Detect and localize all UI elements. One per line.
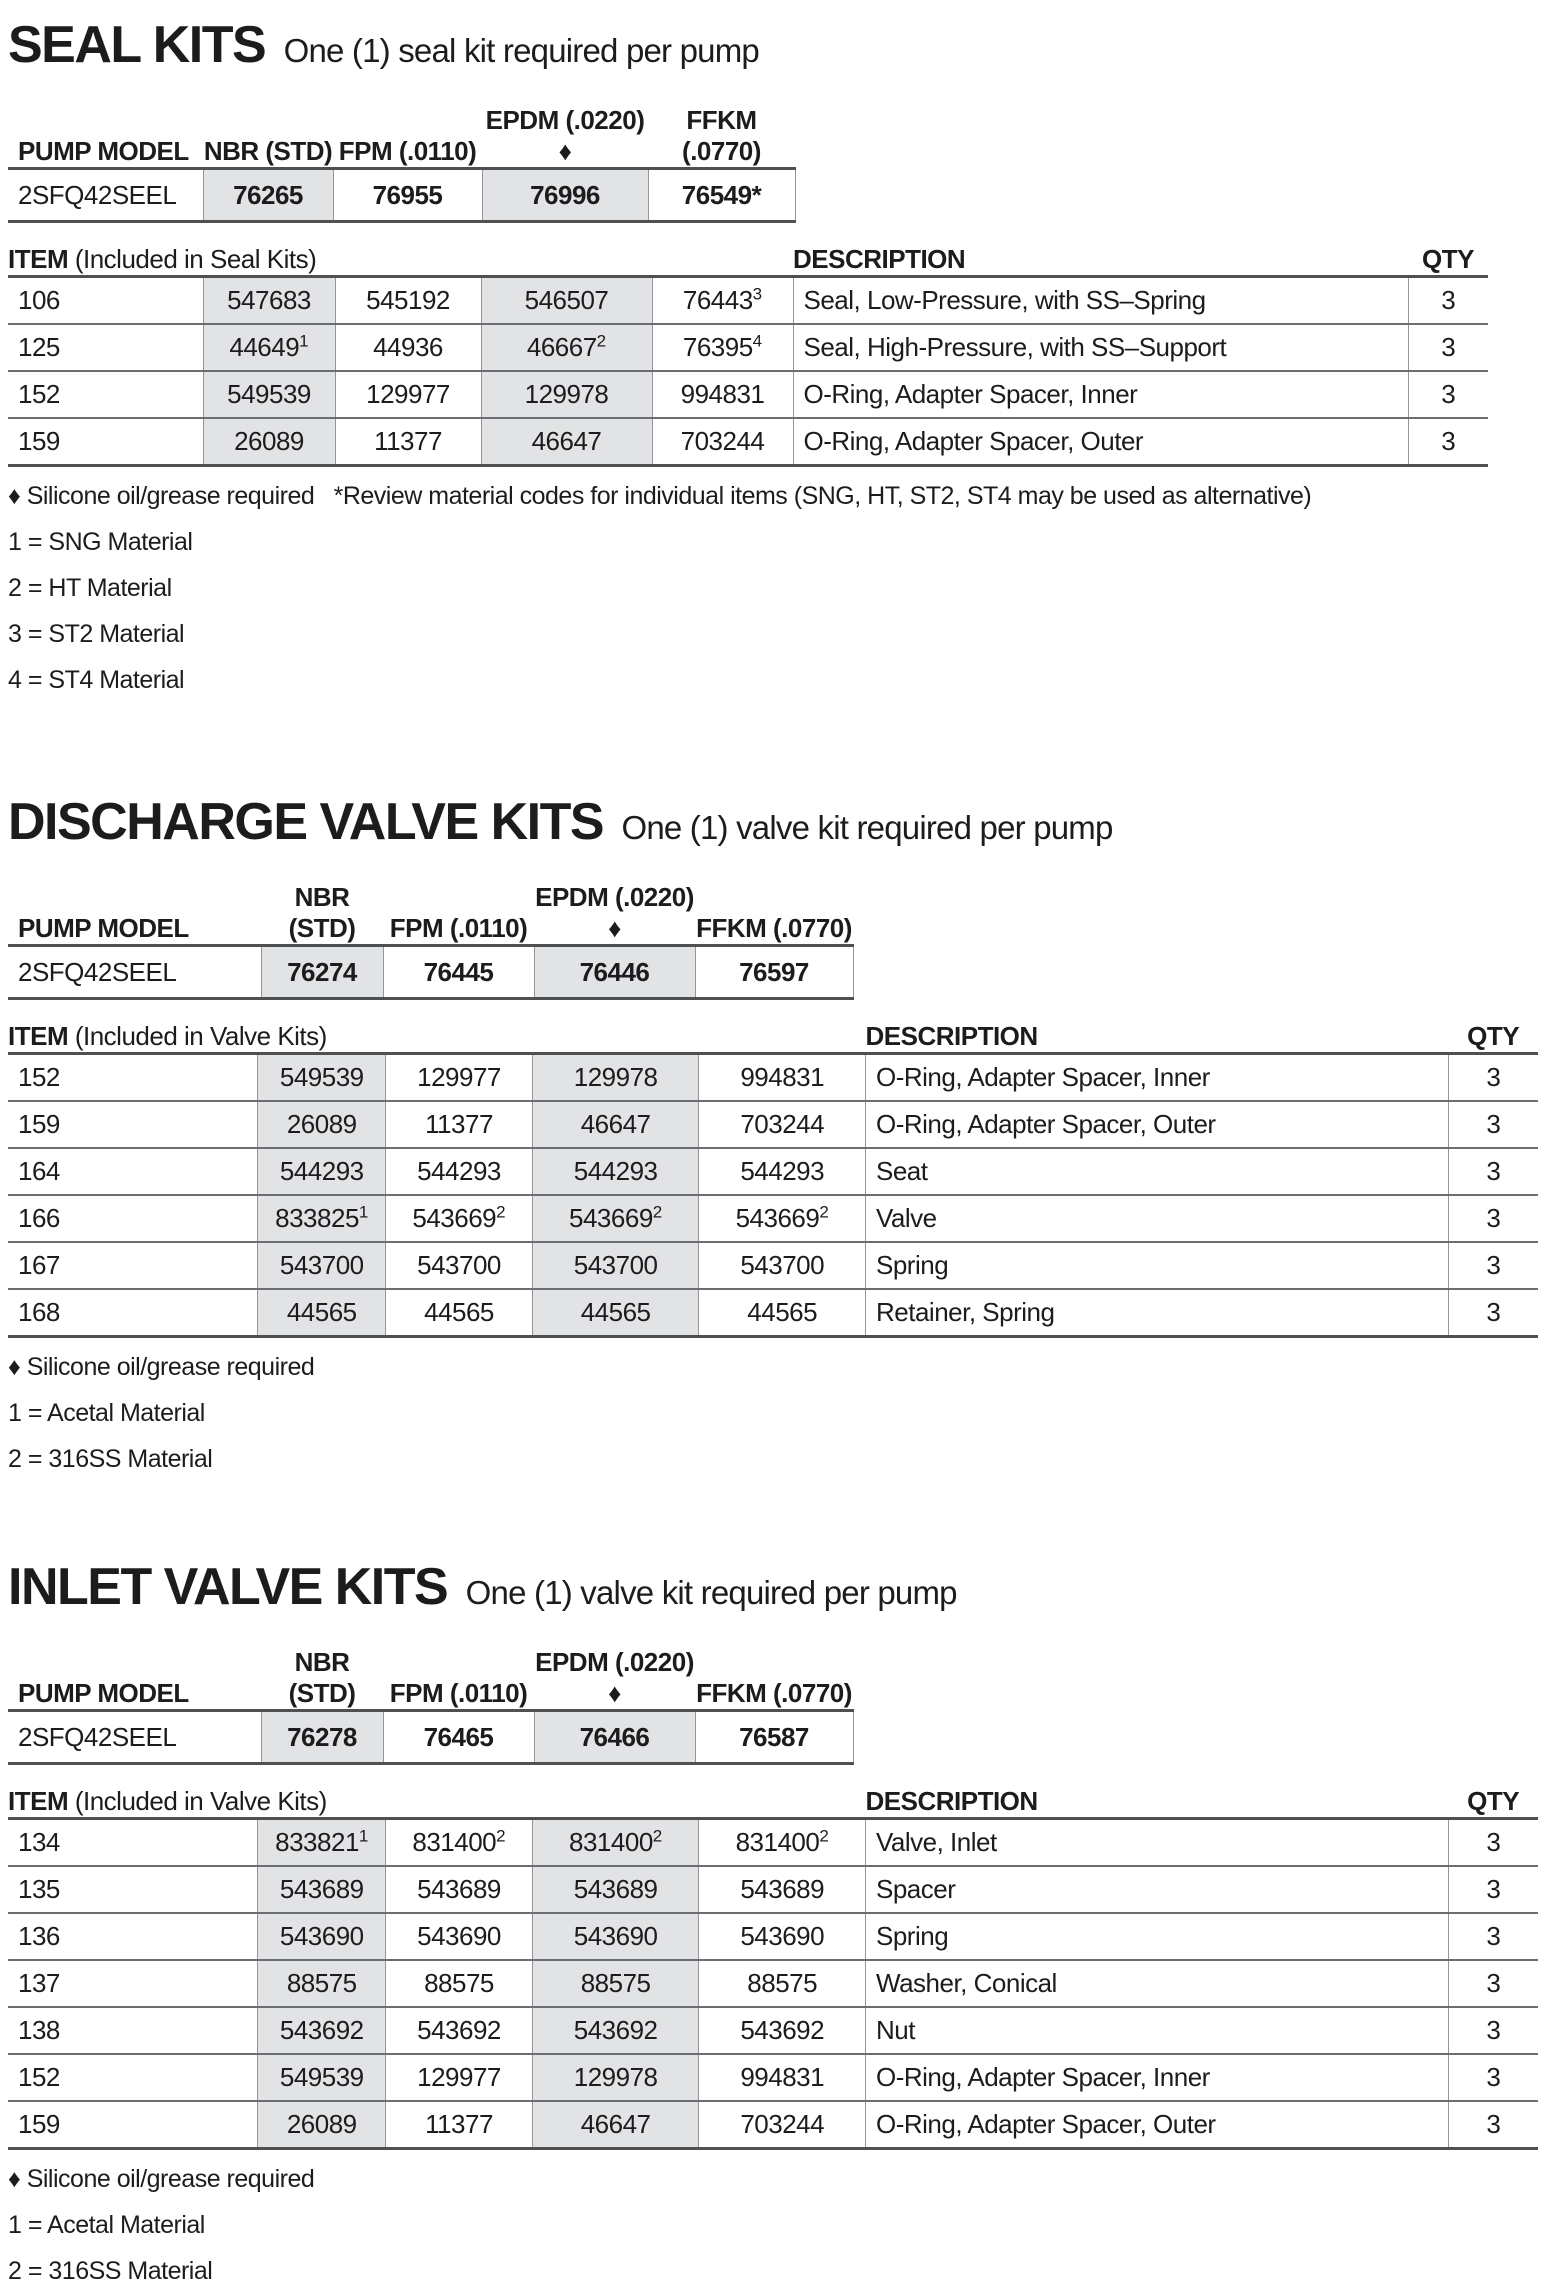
qty-cell: 3	[1448, 1866, 1538, 1913]
material-code-footnote: 1 = SNG Material	[8, 528, 193, 556]
item-row-138	[8, 2007, 1538, 2054]
ffkm-part-number-cell: 543669$^2$	[699, 1195, 866, 1242]
fpm-part-number-cell: 545192	[335, 277, 481, 325]
material-code-footnote: 2 = 316SS Material	[8, 2257, 213, 2285]
item-number-cell: 164	[8, 1148, 258, 1195]
nbr-part-number-cell: 549539	[258, 2054, 386, 2101]
footnotes	[8, 481, 1538, 695]
item-table-body	[8, 277, 1488, 466]
kit-part-number-cell: 76278	[261, 1711, 383, 1764]
material-column-header: FFKM (.0770)	[648, 105, 795, 169]
section-title: DISCHARGE VALVE KITS	[8, 793, 604, 851]
fpm-part-number-cell: 543700	[386, 1242, 533, 1289]
material-column-header: FFKM (.0770)	[695, 882, 853, 946]
ffkm-part-number-cell: 831400$^2$	[699, 1819, 866, 1867]
ffkm-part-number-cell: 44565	[699, 1289, 866, 1337]
ffkm-part-number-cell: 76443$^3$	[652, 277, 793, 325]
description-cell: Seat	[866, 1148, 1449, 1195]
material-code-footnote: 4 = ST4 Material	[8, 666, 185, 694]
sections-root	[8, 16, 1538, 2286]
qty-cell: 3	[1448, 1242, 1538, 1289]
material-code-footnote: 2 = 316SS Material	[8, 1445, 213, 1473]
ffkm-part-number-cell: 994831	[699, 2054, 866, 2101]
item-number-cell: 134	[18, 1827, 60, 1857]
item-row-159	[8, 2101, 1538, 2149]
section-seal	[8, 16, 1538, 695]
kit-part-number-cell: 76597	[695, 946, 853, 999]
pump-model-cell: 2SFQ42SEEL	[8, 169, 203, 222]
item-header-note: (Included in Valve Kits)	[74, 1786, 327, 1816]
item-number-cell: 152	[18, 1062, 60, 1092]
ffkm-part-number-cell: 543690	[699, 1913, 866, 1960]
nbr-part-number-cell: 833821$^1$	[258, 1819, 386, 1867]
material-footnote-ref: 1	[358, 1826, 369, 1846]
item-row-134	[8, 1819, 1538, 1867]
item-row-159	[8, 1101, 1538, 1148]
pump-model-cell: 2SFQ42SEEL	[8, 946, 261, 999]
qty-header: QTY	[1408, 239, 1488, 277]
ffkm-part-number-cell: 703244	[699, 2101, 866, 2149]
description-cell: Valve, Inlet	[866, 1819, 1449, 1867]
nbr-part-number-cell: 543700	[258, 1242, 386, 1289]
description-header: DESCRIPTION	[866, 1781, 1449, 1819]
item-number-cell: 166	[8, 1195, 258, 1242]
item-number-cell: 125	[8, 324, 203, 371]
material-column-header: NBR (STD)	[203, 105, 333, 169]
qty-cell: 3	[1408, 371, 1488, 418]
item-table-header-row	[8, 239, 1488, 277]
epdm-part-number-cell: 543669$^2$	[532, 1195, 699, 1242]
item-number-cell: 159	[8, 2101, 258, 2149]
description-cell: Washer, Conical	[866, 1960, 1449, 2007]
nbr-part-number-cell: 549539	[258, 1054, 386, 1102]
item-header	[8, 1781, 866, 1819]
material-footnote-ref: 2	[496, 1202, 506, 1222]
qty-cell: 3	[1448, 2007, 1538, 2054]
item-number-cell: 168	[8, 1289, 258, 1337]
epdm-part-number-cell: 46647	[481, 418, 652, 466]
footnotes	[8, 2164, 1538, 2286]
material-footnote-ref: 3	[752, 284, 763, 304]
nbr-part-number-cell: 26089	[258, 1101, 386, 1148]
epdm-part-number-cell: 543690	[532, 1913, 699, 1960]
kit-part-number-cell: 76466	[534, 1711, 695, 1764]
section-title: SEAL KITS	[8, 16, 266, 74]
description-cell: Seal, Low-Pressure, with SS–Spring	[793, 277, 1408, 325]
item-row-152	[8, 371, 1488, 418]
epdm-part-number-cell: 543692	[532, 2007, 699, 2054]
epdm-part-number-cell: 831400$^2$	[532, 1819, 699, 1867]
item-number-cell: 167	[8, 1242, 258, 1289]
item-header-label: ITEM	[8, 1786, 75, 1816]
description-cell: O-Ring, Adapter Spacer, Outer	[866, 1101, 1449, 1148]
qty-cell: 3	[1448, 1054, 1538, 1102]
ffkm-part-number-cell: 76395$^4$	[652, 324, 793, 371]
item-table-body	[8, 1819, 1538, 2149]
epdm-part-number-cell: 543689	[532, 1866, 699, 1913]
qty-cell: 3	[1408, 277, 1488, 325]
description-cell: Spacer	[866, 1866, 1449, 1913]
item-number-cell: 137	[8, 1960, 258, 2007]
ffkm-part-number-cell: 543692	[699, 2007, 866, 2054]
item-number-cell: 135	[8, 1866, 258, 1913]
pump-model-header: PUMP MODEL	[8, 1647, 261, 1711]
fpm-part-number-cell: 543690	[386, 1913, 533, 1960]
fpm-part-number-cell: 129977	[386, 1054, 533, 1102]
fpm-part-number-cell: 543669$^2$	[386, 1195, 533, 1242]
description-header: DESCRIPTION	[866, 1016, 1449, 1054]
material-code-footnote: 3 = ST2 Material	[8, 620, 185, 648]
qty-cell: 3	[1448, 1819, 1538, 1867]
item-row-135	[8, 1866, 1538, 1913]
description-cell: Spring	[866, 1242, 1449, 1289]
material-column-header: FPM (.0110)	[333, 105, 482, 169]
kit-part-number-cell: 76446	[534, 946, 695, 999]
section-discharge	[8, 793, 1538, 1474]
material-code-footnote: 1 = Acetal Material	[8, 1399, 205, 1427]
item-header	[8, 239, 793, 277]
ffkm-part-number-cell: 703244	[652, 418, 793, 466]
section-subtitle: One (1) seal kit required per pump	[283, 32, 759, 69]
material-footnote-ref: 2	[596, 331, 607, 351]
material-column-header: NBR (STD)	[261, 882, 383, 946]
kit-table-header-row	[8, 105, 795, 169]
pump-model-header: PUMP MODEL	[8, 882, 261, 946]
description-cell: O-Ring, Adapter Spacer, Outer	[793, 418, 1408, 466]
ffkm-part-number-cell: 703244	[699, 1101, 866, 1148]
section-subtitle: One (1) valve kit required per pump	[465, 1574, 957, 1611]
item-header-label: ITEM	[8, 1021, 75, 1051]
kit-table-header-row	[8, 1647, 853, 1711]
item-row-164	[8, 1148, 1538, 1195]
qty-cell: 3	[1408, 418, 1488, 466]
fpm-part-number-cell: 88575	[386, 1960, 533, 2007]
material-column-header: FFKM (.0770)	[695, 1647, 853, 1711]
kit-items-table	[8, 1781, 1538, 2150]
section-title-line	[8, 1558, 1538, 1629]
section-inlet	[8, 1558, 1538, 2286]
nbr-part-number-cell: 26089	[203, 418, 335, 466]
kit-part-number-cell: 76996	[482, 169, 648, 222]
epdm-part-number-cell: 44565	[532, 1289, 699, 1337]
item-header	[8, 1016, 866, 1054]
nbr-part-number-cell: 543690	[258, 1913, 386, 1960]
pump-model-cell: 2SFQ42SEEL	[8, 1711, 261, 1764]
ffkm-part-number-cell: 543689	[699, 1866, 866, 1913]
kit-part-number-cell: 76265	[203, 169, 333, 222]
qty-header: QTY	[1448, 1781, 1538, 1819]
epdm-part-number-cell: 46647	[532, 2101, 699, 2149]
material-column-header: FPM (.0110)	[383, 882, 534, 946]
fpm-part-number-cell: 831400$^2$	[386, 1819, 533, 1867]
nbr-part-number-cell: 544293	[258, 1148, 386, 1195]
description-cell: Spring	[866, 1913, 1449, 1960]
ffkm-part-number-cell: 994831	[652, 371, 793, 418]
pump-model-kit-table	[8, 1647, 854, 1765]
material-column-header: FPM (.0110)	[383, 1647, 534, 1711]
nbr-part-number-cell: 833825$^1$	[258, 1195, 386, 1242]
fpm-part-number-cell: 11377	[386, 2101, 533, 2149]
description-cell: O-Ring, Adapter Spacer, Inner	[866, 2054, 1449, 2101]
nbr-part-number-cell: 44565	[258, 1289, 386, 1337]
nbr-part-number-cell: 88575	[258, 1960, 386, 2007]
item-row-152	[8, 2054, 1538, 2101]
item-row-136	[8, 1913, 1538, 1960]
item-row-125	[8, 324, 1488, 371]
fpm-part-number-cell: 129977	[335, 371, 481, 418]
description-cell: Retainer, Spring	[866, 1289, 1449, 1337]
silicone-footnote: ♦ Silicone oil/grease required	[8, 1353, 315, 1381]
description-cell: Nut	[866, 2007, 1449, 2054]
kit-items-table	[8, 1016, 1538, 1338]
item-row-137	[8, 1960, 1538, 2007]
material-column-header: EPDM (.0220) ♦	[534, 882, 695, 946]
item-number-cell: 136	[8, 1913, 258, 1960]
qty-cell: 3	[1448, 2054, 1538, 2101]
description-cell: O-Ring, Adapter Spacer, Inner	[866, 1054, 1449, 1102]
fpm-part-number-cell: 11377	[335, 418, 481, 466]
item-row-168	[8, 1289, 1538, 1337]
fpm-part-number-cell: 11377	[386, 1101, 533, 1148]
item-row-106	[8, 277, 1488, 325]
epdm-part-number-cell: 46647	[532, 1101, 699, 1148]
epdm-part-number-cell: 46667$^2$	[481, 324, 652, 371]
epdm-part-number-cell: 129978	[532, 1054, 699, 1102]
qty-cell: 3	[1448, 1148, 1538, 1195]
qty-cell: 3	[1448, 1289, 1538, 1337]
fpm-part-number-cell: 543689	[386, 1866, 533, 1913]
item-header-note: (Included in Seal Kits)	[74, 244, 317, 274]
ffkm-part-number-cell: 543700	[699, 1242, 866, 1289]
material-footnote-ref: 2	[819, 1826, 829, 1846]
fpm-part-number-cell: 543692	[386, 2007, 533, 2054]
kit-part-number-cell: 76549*	[648, 169, 795, 222]
description-cell: O-Ring, Adapter Spacer, Inner	[793, 371, 1408, 418]
item-number-cell: 152	[8, 371, 203, 418]
silicone-footnote: ♦ Silicone oil/grease required *Review material codes for individual items (SNG, HT, ST2, ST4 may be used as alternative)	[8, 482, 1312, 510]
kit-part-number-cell: 76465	[383, 1711, 534, 1764]
nbr-part-number-cell: 26089	[258, 2101, 386, 2149]
epdm-part-number-cell: 88575	[532, 1960, 699, 2007]
material-footnote-ref: 2	[652, 1826, 663, 1846]
material-footnote-ref: 1	[299, 331, 309, 351]
nbr-part-number-cell: 543689	[258, 1866, 386, 1913]
material-footnote-ref: 2	[496, 1826, 506, 1846]
kit-part-number-cell: 76274	[261, 946, 383, 999]
material-column-header: NBR (STD)	[261, 1647, 383, 1711]
section-title-line	[8, 16, 1538, 87]
item-row-167	[8, 1242, 1538, 1289]
item-row-152	[8, 1054, 1538, 1102]
nbr-part-number-cell: 549539	[203, 371, 335, 418]
nbr-part-number-cell: 44649$^1$	[203, 324, 335, 371]
material-footnote-ref: 2	[652, 1202, 663, 1222]
item-table-body	[8, 1054, 1538, 1337]
ffkm-part-number-cell: 88575	[699, 1960, 866, 2007]
qty-cell: 3	[1448, 1960, 1538, 2007]
pump-model-header: PUMP MODEL	[8, 105, 203, 169]
qty-cell: 3	[1408, 324, 1488, 371]
epdm-part-number-cell: 129978	[532, 2054, 699, 2101]
kit-table-value-row	[8, 169, 795, 222]
item-number-cell: 159	[8, 1101, 258, 1148]
footnotes	[8, 1352, 1538, 1474]
item-header-label: ITEM	[8, 244, 75, 274]
material-column-header: EPDM (.0220) ♦	[482, 105, 648, 169]
kit-part-number-cell: 76587	[695, 1711, 853, 1764]
pump-model-kit-table	[8, 105, 796, 223]
epdm-part-number-cell: 543700	[532, 1242, 699, 1289]
nbr-part-number-cell: 543692	[258, 2007, 386, 2054]
description-header: DESCRIPTION	[793, 239, 1408, 277]
epdm-part-number-cell: 544293	[532, 1148, 699, 1195]
item-row-159	[8, 418, 1488, 466]
item-header-note: (Included in Valve Kits)	[74, 1021, 327, 1051]
pump-model-kit-table	[8, 882, 854, 1000]
material-footnote-ref: 1	[358, 1202, 369, 1222]
item-row-166	[8, 1195, 1538, 1242]
kit-table-value-row	[8, 1711, 853, 1764]
fpm-part-number-cell: 44565	[386, 1289, 533, 1337]
item-number-cell: 138	[8, 2007, 258, 2054]
fpm-part-number-cell: 44936	[335, 324, 481, 371]
epdm-part-number-cell: 129978	[481, 371, 652, 418]
fpm-part-number-cell: 129977	[386, 2054, 533, 2101]
item-number-cell: 152	[8, 2054, 258, 2101]
ffkm-part-number-cell: 544293	[699, 1148, 866, 1195]
qty-cell: 3	[1448, 1101, 1538, 1148]
kit-table-header-row	[8, 882, 853, 946]
nbr-part-number-cell: 547683	[203, 277, 335, 325]
fpm-part-number-cell: 544293	[386, 1148, 533, 1195]
item-table-header-row	[8, 1016, 1538, 1054]
material-code-footnote: 1 = Acetal Material	[8, 2211, 205, 2239]
ffkm-part-number-cell: 994831	[699, 1054, 866, 1102]
qty-cell: 3	[1448, 1913, 1538, 1960]
material-column-header: EPDM (.0220) ♦	[534, 1647, 695, 1711]
description-cell: Seal, High-Pressure, with SS–Support	[793, 324, 1408, 371]
material-code-footnote: 2 = HT Material	[8, 574, 172, 602]
item-number-cell: 106	[18, 285, 60, 315]
section-title-line	[8, 793, 1538, 864]
kit-table-value-row	[8, 946, 853, 999]
description-cell: Valve	[866, 1195, 1449, 1242]
epdm-part-number-cell: 546507	[481, 277, 652, 325]
kit-part-number-cell: 76445	[383, 946, 534, 999]
qty-cell: 3	[1448, 1195, 1538, 1242]
kit-items-table	[8, 239, 1488, 467]
material-footnote-ref: 2	[819, 1202, 829, 1222]
section-subtitle: One (1) valve kit required per pump	[621, 809, 1113, 846]
kit-part-number-cell: 76955	[333, 169, 482, 222]
section-title: INLET VALVE KITS	[8, 1558, 448, 1616]
qty-header: QTY	[1448, 1016, 1538, 1054]
item-number-cell: 159	[8, 418, 203, 466]
material-footnote-ref: 4	[752, 331, 763, 351]
qty-cell: 3	[1448, 2101, 1538, 2149]
item-table-header-row	[8, 1781, 1538, 1819]
description-cell: O-Ring, Adapter Spacer, Outer	[866, 2101, 1449, 2149]
silicone-footnote: ♦ Silicone oil/grease required	[8, 2165, 315, 2193]
